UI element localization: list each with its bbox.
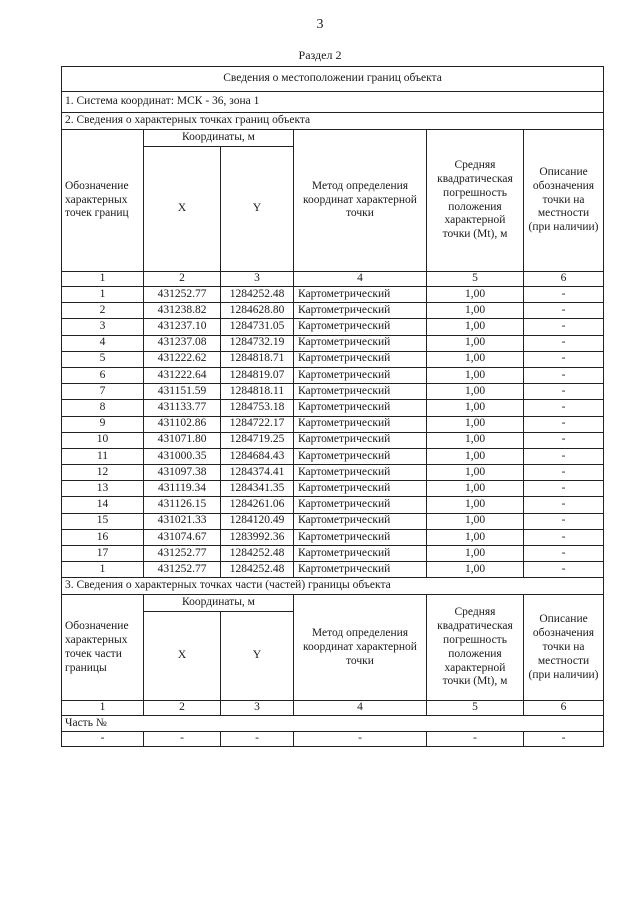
description: - (524, 400, 604, 416)
table-row (62, 529, 604, 545)
coord-y: 1284732.19 (221, 335, 294, 351)
accuracy: 1,00 (427, 481, 524, 497)
method: Картометрический (294, 416, 427, 432)
parts-column-numbers-row (62, 701, 604, 716)
table-row (62, 513, 604, 529)
point-number: 17 (62, 546, 144, 562)
method: Картометрический (294, 319, 427, 335)
header-coordinates: Координаты, м (144, 130, 294, 147)
coord-x: 431102.86 (144, 416, 221, 432)
method: Картометрический (294, 465, 427, 481)
point-number: 13 (62, 481, 144, 497)
column-number: 4 (294, 272, 427, 287)
description: - (524, 497, 604, 513)
coord-y: 1284252.48 (221, 562, 294, 578)
empty-cell: - (427, 732, 524, 747)
description: - (524, 448, 604, 464)
coord-y: 1284719.25 (221, 432, 294, 448)
header-designation: Обозначение характерных точек границ (62, 130, 144, 272)
method: Картометрический (294, 432, 427, 448)
accuracy: 1,00 (427, 562, 524, 578)
method: Картометрический (294, 497, 427, 513)
method: Картометрический (294, 448, 427, 464)
accuracy: 1,00 (427, 546, 524, 562)
description: - (524, 319, 604, 335)
coord-x: 431151.59 (144, 384, 221, 400)
coord-y: 1283992.36 (221, 529, 294, 545)
method: Картометрический (294, 513, 427, 529)
coord-y: 1284252.48 (221, 287, 294, 303)
column-number: 4 (294, 701, 427, 716)
coord-y: 1284731.05 (221, 319, 294, 335)
empty-cell: - (62, 732, 144, 747)
column-number: 5 (427, 272, 524, 287)
accuracy: 1,00 (427, 465, 524, 481)
accuracy: 1,00 (427, 287, 524, 303)
point-number: 16 (62, 529, 144, 545)
header-y: Y (221, 147, 294, 272)
column-numbers-row (62, 272, 604, 287)
coord-y: 1284120.49 (221, 513, 294, 529)
boundaries-table (61, 66, 604, 747)
point-number: 9 (62, 416, 144, 432)
point-number: 5 (62, 351, 144, 367)
column-number: 6 (524, 272, 604, 287)
column-number: 1 (62, 272, 144, 287)
description: - (524, 546, 604, 562)
accuracy: 1,00 (427, 367, 524, 383)
coord-x: 431252.77 (144, 546, 221, 562)
coord-y: 1284722.17 (221, 416, 294, 432)
accuracy: 1,00 (427, 303, 524, 319)
description: - (524, 335, 604, 351)
table-row (62, 384, 604, 400)
parts-header-x: X (144, 612, 221, 701)
method: Картометрический (294, 562, 427, 578)
coord-y: 1284374.41 (221, 465, 294, 481)
coord-y: 1284252.48 (221, 546, 294, 562)
column-number: 5 (427, 701, 524, 716)
accuracy: 1,00 (427, 384, 524, 400)
point-number: 14 (62, 497, 144, 513)
table-row (62, 416, 604, 432)
description: - (524, 529, 604, 545)
column-number: 2 (144, 701, 221, 716)
part-label: Часть № (62, 716, 604, 732)
description: - (524, 384, 604, 400)
method: Картометрический (294, 529, 427, 545)
method: Картометрический (294, 481, 427, 497)
coord-x: 431252.77 (144, 287, 221, 303)
parts-header-method: Метод определения координат характерной точки (294, 595, 427, 701)
method: Картометрический (294, 400, 427, 416)
accuracy: 1,00 (427, 448, 524, 464)
description: - (524, 481, 604, 497)
method: Картометрический (294, 351, 427, 367)
coord-x: 431222.64 (144, 367, 221, 383)
table-row (62, 432, 604, 448)
coord-x: 431126.15 (144, 497, 221, 513)
table-row (62, 319, 604, 335)
accuracy: 1,00 (427, 319, 524, 335)
accuracy: 1,00 (427, 497, 524, 513)
coord-x: 431252.77 (144, 562, 221, 578)
table-row (62, 287, 604, 303)
coord-x: 431000.35 (144, 448, 221, 464)
column-number: 2 (144, 272, 221, 287)
point-number: 1 (62, 287, 144, 303)
coord-x: 431238.82 (144, 303, 221, 319)
column-number: 6 (524, 701, 604, 716)
section-title: Раздел 2 (298, 48, 342, 62)
description: - (524, 416, 604, 432)
description: - (524, 303, 604, 319)
parts-header-coordinates: Координаты, м (144, 595, 294, 612)
point-number: 2 (62, 303, 144, 319)
header-accuracy: Средняя квадратическая погрешность положения характерной точки (Mt), м (427, 130, 524, 272)
accuracy: 1,00 (427, 400, 524, 416)
coord-x: 431237.10 (144, 319, 221, 335)
coord-x: 431097.38 (144, 465, 221, 481)
coord-x: 431222.62 (144, 351, 221, 367)
points-section-title: 2. Сведения о характерных точках границ объекта (62, 113, 604, 130)
point-number: 11 (62, 448, 144, 464)
table-row (62, 335, 604, 351)
coord-y: 1284819.07 (221, 367, 294, 383)
description: - (524, 465, 604, 481)
point-number: 8 (62, 400, 144, 416)
empty-cell: - (294, 732, 427, 747)
point-number: 4 (62, 335, 144, 351)
point-number: 3 (62, 319, 144, 335)
coord-y: 1284261.06 (221, 497, 294, 513)
description: - (524, 367, 604, 383)
table-row (62, 497, 604, 513)
method: Картометрический (294, 335, 427, 351)
table-row (62, 465, 604, 481)
empty-cell: - (221, 732, 294, 747)
accuracy: 1,00 (427, 432, 524, 448)
coord-x: 431021.33 (144, 513, 221, 529)
header-description: Описание обозначения точки на местности (при наличии) (524, 130, 604, 272)
coord-x: 431119.34 (144, 481, 221, 497)
table-row (62, 400, 604, 416)
header-method: Метод определения координат характерной точки (294, 130, 427, 272)
coord-x: 431074.67 (144, 529, 221, 545)
point-number: 7 (62, 384, 144, 400)
method: Картометрический (294, 384, 427, 400)
parts-header-y: Y (221, 612, 294, 701)
coord-y: 1284818.71 (221, 351, 294, 367)
point-number: 10 (62, 432, 144, 448)
empty-row (62, 732, 604, 747)
method: Картометрический (294, 303, 427, 319)
table-row (62, 546, 604, 562)
coord-y: 1284753.18 (221, 400, 294, 416)
accuracy: 1,00 (427, 416, 524, 432)
coord-y: 1284628.80 (221, 303, 294, 319)
empty-cell: - (524, 732, 604, 747)
point-number: 6 (62, 367, 144, 383)
description: - (524, 432, 604, 448)
point-number: 12 (62, 465, 144, 481)
table-row (62, 481, 604, 497)
accuracy: 1,00 (427, 335, 524, 351)
coord-y: 1284341.35 (221, 481, 294, 497)
method: Картометрический (294, 287, 427, 303)
coord-x: 431237.08 (144, 335, 221, 351)
parts-header-accuracy: Средняя квадратическая погрешность положения характерной точки (Mt), м (427, 595, 524, 701)
coordinate-system: 1. Система координат: МСК - 36, зона 1 (62, 92, 604, 113)
description: - (524, 287, 604, 303)
coord-y: 1284818.11 (221, 384, 294, 400)
description: - (524, 351, 604, 367)
point-number: 15 (62, 513, 144, 529)
parts-header-designation: Обозначение характерных точек части границы (62, 595, 144, 701)
table-title: Сведения о местоположении границ объекта (62, 67, 604, 92)
method: Картометрический (294, 367, 427, 383)
coord-x: 431133.77 (144, 400, 221, 416)
parts-section-title: 3. Сведения о характерных точках части (частей) границы объекта (62, 578, 604, 595)
column-number: 3 (221, 701, 294, 716)
parts-header-description: Описание обозначения точки на местности (при наличии) (524, 595, 604, 701)
table-row (62, 562, 604, 578)
table-row (62, 448, 604, 464)
accuracy: 1,00 (427, 513, 524, 529)
empty-cell: - (144, 732, 221, 747)
header-x: X (144, 147, 221, 272)
description: - (524, 513, 604, 529)
table-row (62, 367, 604, 383)
table-row (62, 303, 604, 319)
method: Картометрический (294, 546, 427, 562)
description: - (524, 562, 604, 578)
accuracy: 1,00 (427, 529, 524, 545)
page-number: 3 (316, 17, 324, 32)
point-number: 1 (62, 562, 144, 578)
coord-x: 431071.80 (144, 432, 221, 448)
accuracy: 1,00 (427, 351, 524, 367)
coord-y: 1284684.43 (221, 448, 294, 464)
table-row (62, 351, 604, 367)
column-number: 1 (62, 701, 144, 716)
column-number: 3 (221, 272, 294, 287)
